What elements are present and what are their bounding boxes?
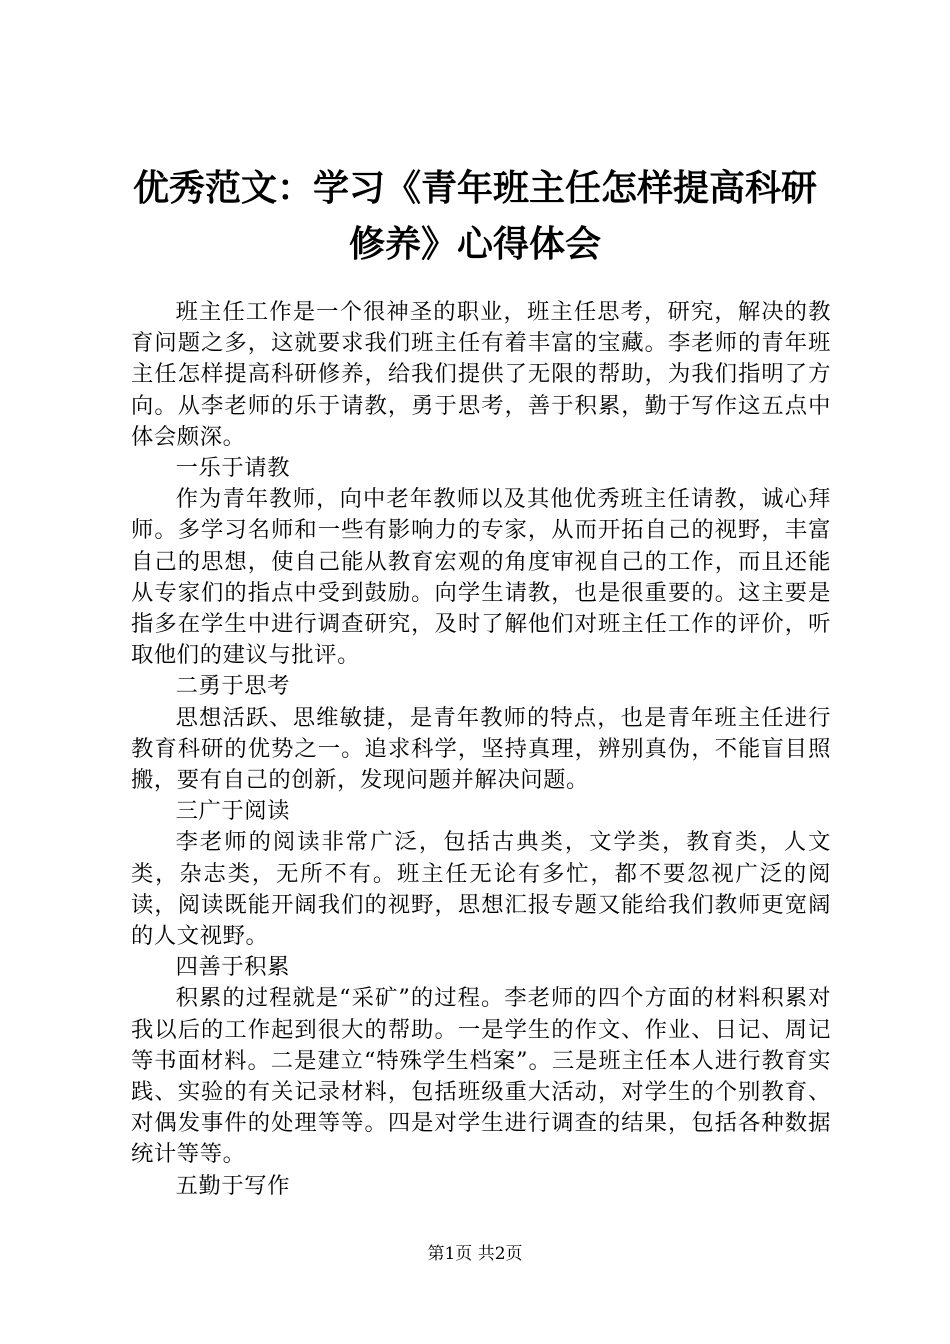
document-title: 优秀范文：学习《青年班主任怎样提高科研修养》心得体会: [132, 167, 817, 265]
section-heading-1: 一乐于请教: [175, 455, 291, 482]
page-footer: 第1页 共2页: [427, 1244, 523, 1264]
section-heading-4: 四善于积累: [175, 954, 291, 981]
section-heading-5: 五勤于写作: [175, 1172, 291, 1199]
paragraph-intro: 班主任工作是一个很神圣的职业，班主任思考，研究，解决的教育问题之多，这就要求我们班主任有着丰富的宝藏。李老师的青年班主任怎样提高科研修养，给我们提供了无限的帮助，为我们指明了方向。从李老师的乐于请教，勇于思考，善于积累，勤于写作这五点中体会颇深。: [131, 299, 831, 450]
section-heading-3: 三广于阅读: [175, 798, 291, 825]
paragraph-section-3: 李老师的阅读非常广泛，包括古典类，文学类，教育类，人文类，杂志类，无所不有。班主任无论有多忙，都不要忽视广泛的阅读，阅读既能开阔我们的视野，思想汇报专题又能给我们教师更宽阔的人文视野。: [131, 829, 831, 950]
paragraph-section-2: 思想活跃、思维敏捷，是青年教师的特点，也是青年班主任进行教育科研的优势之一。追求科学，坚持真理，辨别真伪，不能盲目照搬，要有自己的创新，发现问题并解决问题。: [131, 704, 831, 794]
paragraph-section-4: 积累的过程就是“采矿”的过程。李老师的四个方面的材料积累对我以后的工作起到很大的帮助。一是学生的作文、作业、日记、周记等书面材料。二是建立“特殊学生档案”。三是班主任本人进行教育实践、实验的有关记录材料，包括班级重大活动，对学生的个别教育、对偶发事件的处理等等。四是对学生进行调查的结果，包括各种数据统计等等。: [131, 985, 831, 1168]
section-heading-2: 二勇于思考: [175, 673, 291, 700]
document-body: [131, 297, 831, 1202]
paragraph-section-1: 作为青年教师，向中老年教师以及其他优秀班主任请教，诚心拜师。多学习名师和一些有影响力的专家，从而开拓自己的视野，丰富自己的思想，使自己能从教育宏观的角度审视自己的工作，而且还能从专家们的指点中受到鼓励。向学生请教，也是很重要的。这主要是指多在学生中进行调查研究，及时了解他们对班主任工作的评价，听取他们的建议与批评。: [131, 486, 831, 669]
